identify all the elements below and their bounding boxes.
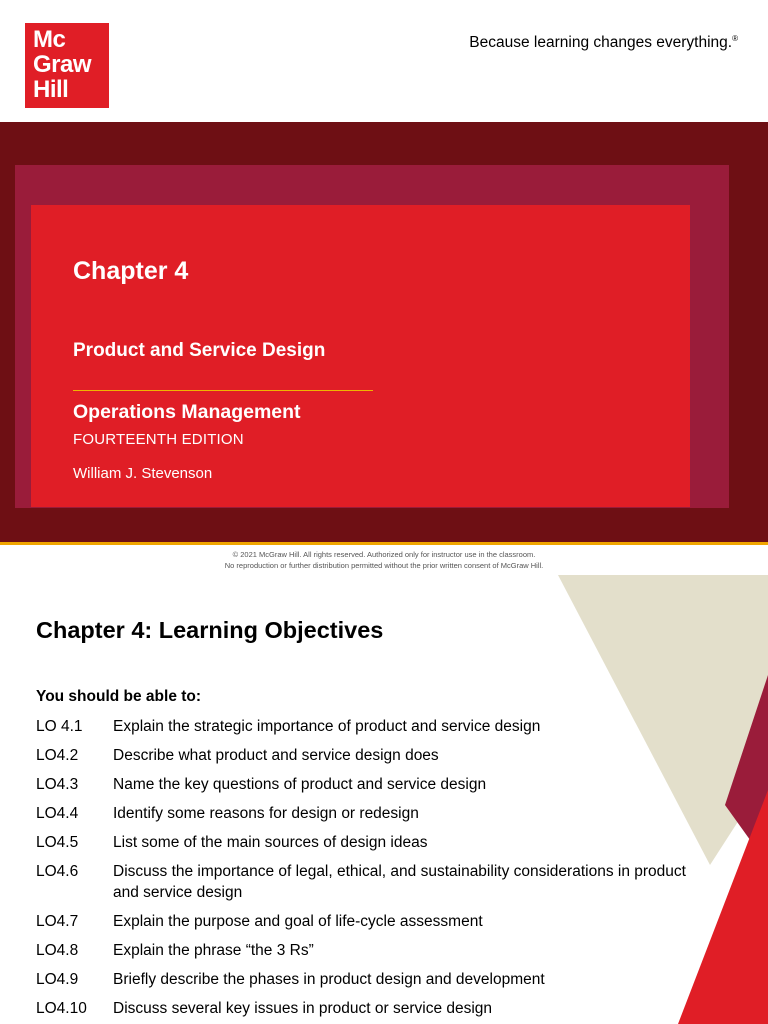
copyright-notice <box>0 549 768 571</box>
objective-number: LO4.2 <box>36 747 79 764</box>
objective-row <box>36 940 696 961</box>
chapter-subtitle: Product and Service Design <box>73 340 326 361</box>
objective-number: LO 4.1 <box>36 718 83 735</box>
title-card <box>31 205 690 507</box>
objective-text: Identify some reasons for design or redesign <box>113 805 419 822</box>
objective-row <box>36 716 696 737</box>
objective-number: LO4.7 <box>36 913 79 930</box>
objective-text: Briefly describe the phases in product design and development <box>113 971 545 988</box>
objective-text: Describe what product and service design does <box>113 747 439 764</box>
objective-row <box>36 861 696 903</box>
objective-number: LO4.5 <box>36 834 79 851</box>
title-divider <box>73 390 373 391</box>
objective-row <box>36 774 696 795</box>
objective-text: Name the key questions of product and service design <box>113 776 487 793</box>
title-band <box>0 122 768 542</box>
objective-number: LO4.4 <box>36 805 79 822</box>
logo-line-3: Hill <box>33 76 69 103</box>
objective-number: LO4.9 <box>36 971 79 988</box>
objective-number: LO4.3 <box>36 776 79 793</box>
objective-row <box>36 803 696 824</box>
objective-text: Explain the strategic importance of product and service design <box>113 718 541 735</box>
objective-row <box>36 969 696 990</box>
objective-number: LO4.10 <box>36 1000 87 1017</box>
objectives-list <box>36 716 696 1024</box>
learning-objectives-slide <box>0 575 768 1024</box>
tagline <box>469 34 738 52</box>
objective-text: Explain the purpose and goal of life-cycle assessment <box>113 913 483 930</box>
objective-row <box>36 745 696 766</box>
objectives-intro: You should be able to: <box>36 688 202 705</box>
objective-text: Explain the phrase “the 3 Rs” <box>113 942 314 959</box>
book-title: Operations Management <box>73 401 301 423</box>
objective-row <box>36 911 696 932</box>
tagline-text: Because learning changes everything. <box>469 34 733 52</box>
logo-line-2: Graw <box>33 51 92 78</box>
author-name: William J. Stevenson <box>73 465 213 482</box>
mcgraw-hill-logo <box>25 23 109 108</box>
objective-row <box>36 998 696 1019</box>
objective-number: LO4.8 <box>36 942 79 959</box>
chapter-title: Chapter 4 <box>73 257 189 285</box>
registered-mark: ® <box>732 34 738 43</box>
objective-text: Discuss several key issues in product or service design <box>113 1000 493 1017</box>
slide-title: Chapter 4: Learning Objectives <box>36 617 384 643</box>
objective-text: List some of the main sources of design ideas <box>113 834 428 851</box>
copyright-line-1: © 2021 McGraw Hill. All rights reserved. Authorized only for instructor use in the classroom. <box>232 550 536 559</box>
title-band-inner <box>15 165 729 508</box>
objective-text: Discuss the importance of legal, ethical, and sustainability considerations in product and service design <box>113 863 686 901</box>
objective-row <box>36 832 696 853</box>
gold-divider <box>0 542 768 545</box>
edition-label: FOURTEENTH EDITION <box>73 431 244 448</box>
logo-line-1: Mc <box>33 26 66 53</box>
objective-number: LO4.6 <box>36 863 79 880</box>
copyright-line-2: No reproduction or further distribution permitted without the prior written consent of McGraw Hill. <box>224 561 544 570</box>
